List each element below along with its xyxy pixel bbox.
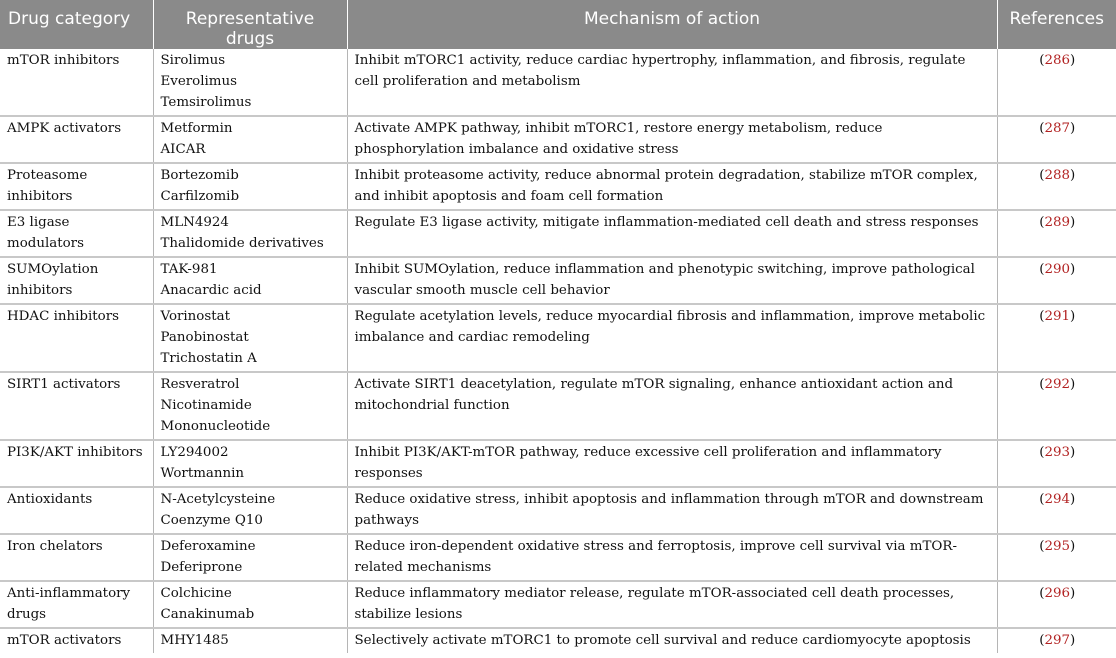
mechanism-cell: Inhibit proteasome activity, reduce abnormal protein degradation, stabilize mTOR complex, and inhibit apoptosis and foam cell formation: [347, 163, 997, 210]
drug-name: Canakinumab: [160, 607, 255, 622]
drug-name: Mononucleotide: [160, 419, 271, 434]
mechanism-cell: Reduce oxidative stress, inhibit apoptosis and inflammation through mTOR and downstream pathways: [347, 487, 997, 534]
drug-category-cell: PI3K/AKT inhibitors: [0, 440, 153, 487]
drug-name: Coenzyme Q10: [160, 513, 263, 528]
drug-name: Bortezomib: [160, 168, 239, 183]
table-row: [0, 534, 1116, 581]
reference-link[interactable]: 297: [1044, 633, 1071, 648]
reference-link[interactable]: 292: [1044, 377, 1071, 392]
drug-name: AICAR: [160, 142, 206, 157]
reference-link[interactable]: 290: [1044, 262, 1071, 277]
drug-name: Colchicine: [160, 586, 232, 601]
drug-name: N-Acetylcysteine: [160, 492, 276, 507]
reference-link[interactable]: 296: [1044, 586, 1071, 601]
drug-name: Anacardic acid: [160, 283, 262, 298]
reference-link[interactable]: 293: [1044, 445, 1071, 460]
header-row: [0, 0, 1116, 49]
table-row: [0, 116, 1116, 163]
representative-drugs-cell: [153, 210, 347, 257]
representative-drugs-cell: [153, 534, 347, 581]
reference-link[interactable]: 295: [1044, 539, 1071, 554]
representative-drugs-cell: [153, 440, 347, 487]
drug-name: Sirolimus: [160, 53, 226, 68]
drug-category-cell: Anti-inflammatory drugs: [0, 581, 153, 628]
representative-drugs-cell: [153, 581, 347, 628]
drug-category-cell: HDAC inhibitors: [0, 304, 153, 372]
drug-category-cell: SUMOylation inhibitors: [0, 257, 153, 304]
reference-link[interactable]: 288: [1044, 168, 1071, 183]
reference-link[interactable]: 287: [1044, 121, 1071, 136]
header-drug-category: Drug category: [0, 0, 153, 49]
table-row: [0, 257, 1116, 304]
table-row: [0, 581, 1116, 628]
table-row: [0, 628, 1116, 653]
drug-name: Resveratrol: [160, 377, 240, 392]
mechanism-cell: Activate AMPK pathway, inhibit mTORC1, restore energy metabolism, reduce phosphorylation imbalance and oxidative stress: [347, 116, 997, 163]
reference-cell: (287): [997, 116, 1116, 163]
representative-drugs-cell: [153, 304, 347, 372]
reference-cell: (297): [997, 628, 1116, 653]
table-row: [0, 163, 1116, 210]
representative-drugs-cell: [153, 49, 347, 116]
mechanism-cell: Inhibit PI3K/AKT-mTOR pathway, reduce excessive cell proliferation and inflammatory responses: [347, 440, 997, 487]
mechanism-cell: Regulate E3 ligase activity, mitigate inflammation-mediated cell death and stress responses: [347, 210, 997, 257]
table-row: [0, 210, 1116, 257]
reference-link[interactable]: 291: [1044, 309, 1071, 324]
drug-name: Wortmannin: [160, 466, 245, 481]
representative-drugs-cell: [153, 487, 347, 534]
table-row: [0, 49, 1116, 116]
drug-name: Panobinostat: [160, 330, 249, 345]
representative-drugs-cell: [153, 116, 347, 163]
representative-drugs-cell: [153, 628, 347, 653]
mechanism-cell: Activate SIRT1 deacetylation, regulate mTOR signaling, enhance antioxidant action and mitochondrial function: [347, 372, 997, 440]
drug-name: Vorinostat: [160, 309, 230, 324]
drug-name: TAK-981: [160, 262, 218, 277]
header-references: References: [997, 0, 1116, 49]
table-row: [0, 304, 1116, 372]
reference-cell: (288): [997, 163, 1116, 210]
representative-drugs-cell: [153, 163, 347, 210]
reference-cell: (291): [997, 304, 1116, 372]
mechanism-cell: Reduce inflammatory mediator release, regulate mTOR-associated cell death processes, stabilize lesions: [347, 581, 997, 628]
reference-cell: (293): [997, 440, 1116, 487]
reference-cell: (292): [997, 372, 1116, 440]
mechanism-cell: Selectively activate mTORC1 to promote cell survival and reduce cardiomyocyte apoptosis: [347, 628, 997, 653]
drug-category-cell: mTOR inhibitors: [7, 53, 120, 68]
mechanism-cell: Inhibit mTORC1 activity, reduce cardiac hypertrophy, inflammation, and fibrosis, regulate cell proliferation and metabolism: [347, 49, 997, 116]
representative-drugs-cell: [153, 257, 347, 304]
reference-cell: (290): [997, 257, 1116, 304]
reference-cell: (286): [997, 49, 1116, 116]
header-mechanism: Mechanism of action: [347, 0, 997, 49]
reference-link[interactable]: 289: [1044, 215, 1071, 230]
drug-name: LY294002: [160, 445, 229, 460]
drug-name: Everolimus: [160, 74, 237, 89]
drug-name: Carfilzomib: [160, 189, 240, 204]
reference-cell: (296): [997, 581, 1116, 628]
drug-name: Deferiprone: [160, 560, 243, 575]
table-row: [0, 372, 1116, 440]
reference-cell: (294): [997, 487, 1116, 534]
drug-name: Metformin: [160, 121, 233, 136]
drug-name: MHY1485: [160, 633, 229, 648]
mechanism-cell: Regulate acetylation levels, reduce myocardial fibrosis and inflammation, improve metabolic imbalance and cardiac remodeling: [347, 304, 997, 372]
mechanism-cell: Inhibit SUMOylation, reduce inflammation and phenotypic switching, improve pathological vascular smooth muscle cell behavior: [347, 257, 997, 304]
drug-name: Nicotinamide: [160, 398, 252, 413]
drug-name: Temsirolimus: [160, 95, 252, 110]
table-row: [0, 487, 1116, 534]
drug-category-cell: Proteasome inhibitors: [0, 163, 153, 210]
drug-name: Trichostatin A: [160, 351, 257, 366]
reference-cell: (289): [997, 210, 1116, 257]
drug-category-cell: Antioxidants: [0, 487, 153, 534]
drug-name: Thalidomide derivatives: [160, 236, 324, 251]
reference-cell: (295): [997, 534, 1116, 581]
drug-category-cell: E3 ligase modulators: [0, 210, 153, 257]
header-representative-drugs: Representative drugs: [153, 0, 347, 49]
drug-category-cell: AMPK activators: [0, 116, 153, 163]
reference-link[interactable]: 294: [1044, 492, 1071, 507]
reference-link[interactable]: 286: [1044, 53, 1071, 68]
drug-category-cell: Iron chelators: [0, 534, 153, 581]
drug-category-cell: mTOR activators: [0, 628, 153, 653]
table-row: [0, 440, 1116, 487]
drug-name: Deferoxamine: [160, 539, 256, 554]
mechanism-cell: Reduce iron-dependent oxidative stress and ferroptosis, improve cell survival via mTOR-related mechanisms: [347, 534, 997, 581]
representative-drugs-cell: [153, 372, 347, 440]
drug-name: MLN4924: [160, 215, 229, 230]
drug-category-cell: SIRT1 activators: [0, 372, 153, 440]
